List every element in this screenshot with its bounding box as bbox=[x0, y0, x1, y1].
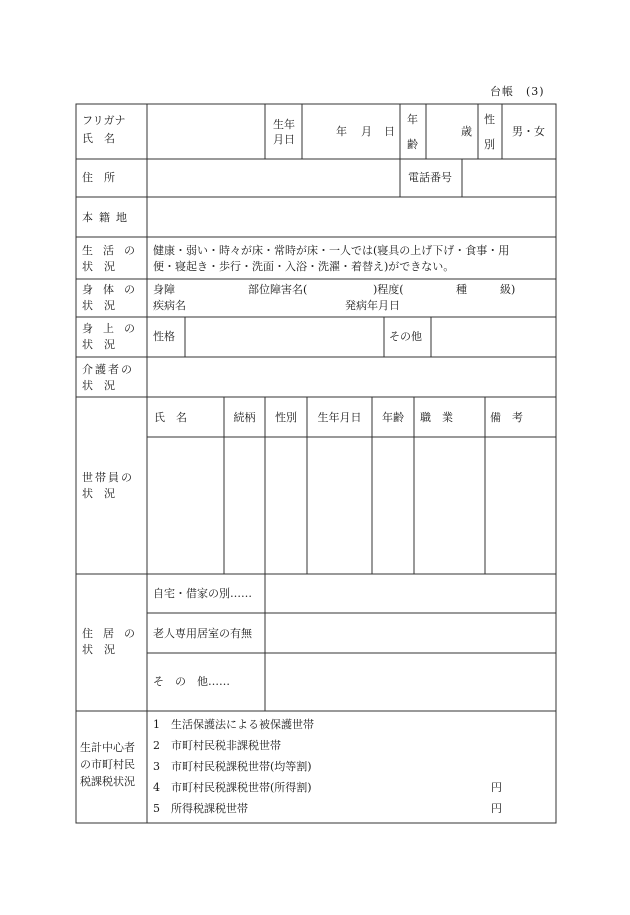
residence-label-2: 状 況 bbox=[82, 643, 115, 656]
tax-item-4: 4 市町村民税課税世帯(所得割) bbox=[153, 781, 312, 794]
age-label-1: 年 bbox=[407, 113, 418, 126]
disease-label: 疾病名 bbox=[153, 299, 186, 312]
household-header-name: 氏 名 bbox=[154, 411, 187, 424]
domicile-label: 本籍地 bbox=[82, 211, 133, 224]
residence-item-other: そ の 他…… bbox=[153, 675, 230, 688]
tax-label-2: の市町村民 bbox=[80, 758, 135, 771]
birth-label-1: 生年 bbox=[273, 118, 295, 131]
onset-label: 発病年月日 bbox=[345, 299, 400, 312]
household-header-note: 備 考 bbox=[490, 411, 523, 424]
living-label-2: 状 況 bbox=[82, 260, 115, 273]
household-label-1: 世帯員の bbox=[82, 471, 134, 484]
residence-item-elder-room: 老人専用居室の有無 bbox=[153, 627, 252, 640]
caregiver-label-1: 介護者の bbox=[82, 363, 134, 376]
living-text-2: 便・寝起き・歩行・洗面・入浴・洗濯・着替え)ができない。 bbox=[153, 260, 455, 273]
living-text-1: 健康・弱い・時々が床・常時が床・一人では(寝具の上げ下げ・食事・用 bbox=[153, 244, 510, 257]
household-header-relation: 続柄 bbox=[233, 411, 256, 424]
kind-label: 種 bbox=[456, 283, 467, 296]
caregiver-label-2: 状 況 bbox=[82, 379, 115, 392]
household-label-2: 状 況 bbox=[82, 487, 115, 500]
personal-label-2: 状 況 bbox=[82, 338, 115, 351]
living-label-1: 生活の bbox=[82, 244, 145, 257]
name-label: 氏 名 bbox=[82, 132, 115, 145]
physical-label-1: 身体の bbox=[82, 283, 145, 296]
phone-label: 電話番号 bbox=[408, 171, 452, 184]
physical-label-2: 状 況 bbox=[82, 299, 115, 312]
furigana-label: フリガナ bbox=[82, 114, 126, 127]
tax-item-2: 2 市町村民税非課税世帯 bbox=[153, 739, 281, 752]
birth-year: 年 bbox=[336, 125, 347, 138]
household-header-birth: 生年月日 bbox=[317, 411, 362, 424]
sex-label-2: 別 bbox=[484, 138, 495, 151]
address-label: 住 所 bbox=[82, 171, 115, 184]
form-border bbox=[76, 104, 556, 823]
household-header-age: 年齢 bbox=[382, 411, 404, 424]
birth-label-2: 月日 bbox=[273, 133, 295, 146]
household-header-sex: 性別 bbox=[275, 411, 297, 424]
tax-item-3: 3 市町村民税課税世帯(均等割) bbox=[153, 760, 312, 773]
age-unit: 歳 bbox=[461, 125, 472, 138]
residence-item-ownership: 自宅・借家の別…… bbox=[153, 587, 252, 600]
personal-label-1: 身上の bbox=[82, 322, 145, 335]
tax-yen-1: 円 bbox=[491, 781, 502, 794]
sex-options: 男・女 bbox=[512, 125, 545, 138]
sex-label-1: 性 bbox=[484, 113, 495, 126]
other-label: その他 bbox=[389, 330, 422, 343]
age-label-2: 齢 bbox=[407, 138, 418, 151]
residence-label-1: 住居の bbox=[82, 627, 145, 640]
tax-item-1: 1 生活保護法による被保護世帯 bbox=[153, 718, 314, 731]
tax-label-1: 生計中心者 bbox=[80, 741, 135, 754]
part-label: 部位障害名( bbox=[248, 283, 308, 296]
disability-label: 身障 bbox=[153, 283, 175, 296]
tax-item-5: 5 所得税課税世帯 bbox=[153, 802, 248, 815]
degree-label: )程度( bbox=[373, 283, 404, 296]
tax-label-3: 税課税状況 bbox=[80, 775, 135, 788]
tax-yen-2: 円 bbox=[491, 802, 502, 815]
birth-day: 日 bbox=[384, 125, 395, 138]
grade-label: 級) bbox=[500, 283, 516, 296]
birth-month: 月 bbox=[361, 125, 372, 138]
personality-label: 性格 bbox=[153, 330, 175, 343]
form-id: 台帳 (3) bbox=[490, 85, 545, 98]
household-header-job: 職 業 bbox=[420, 411, 453, 424]
